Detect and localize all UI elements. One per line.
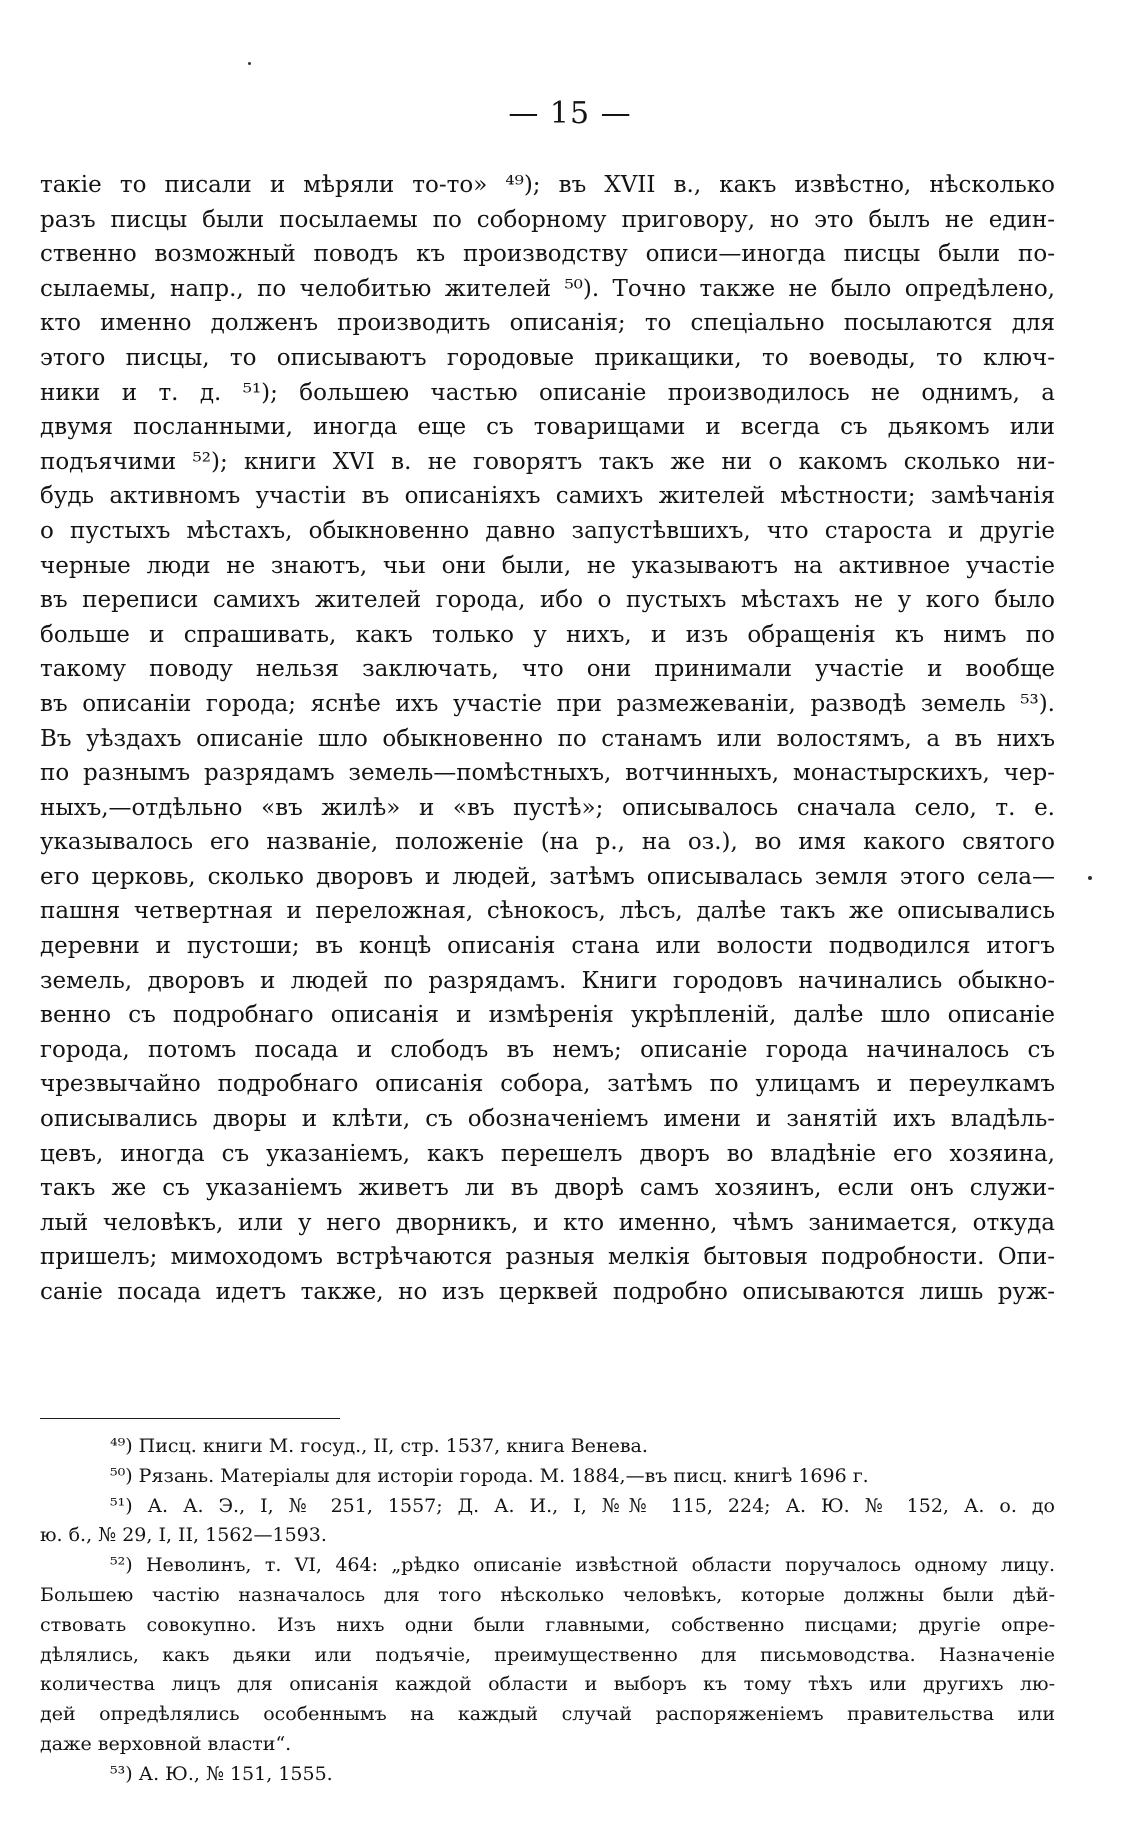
text-line: больше и спрашивать, какъ только у нихъ, и изъ обращенія къ нимъ по bbox=[40, 621, 1055, 648]
footnote-51: ⁵¹) А. А. Э., I, № 251, 1557; Д. А. И., I, №№ 115, 224; А. Ю. № 152, А. о. до bbox=[110, 1494, 1055, 1517]
text-line: по разнымъ разрядамъ земель—помѣстныхъ, вотчинныхъ, монастырскихъ, чер- bbox=[40, 760, 1055, 787]
footnote-52-cont: дѣлялись, какъ дьяки или подъячіе, преимущественно для письмоводства. Назначеніе bbox=[40, 1643, 1055, 1666]
print-speck bbox=[1088, 876, 1092, 880]
footnote-52-cont: Большею частію назначалось для того нѣсколько человѣкъ, которые должны были дѣй- bbox=[40, 1583, 1055, 1606]
text-line: разъ писцы были посылаемы по соборному приговору, но это былъ не един- bbox=[40, 206, 1055, 233]
main-text bbox=[40, 168, 1055, 1310]
text-line: пашня четвертная и переложная, сѣнокосъ, лѣсъ, далѣе такъ же описывались bbox=[40, 898, 1055, 925]
text-line: пришелъ; мимоходомъ встрѣчаются разныя мелкія бытовыя подробности. Опи- bbox=[40, 1244, 1055, 1271]
footnote-52-cont: ствовать совокупно. Изъ нихъ одни были главными, собственно писцами; другіе опре- bbox=[40, 1613, 1055, 1636]
text-line: венно съ подробнаго описанія и измѣренія укрѣпленій, далѣе шло описаніе bbox=[40, 1002, 1055, 1029]
text-line: о пустыхъ мѣстахъ, обыкновенно давно запустѣвшихъ, что староста и другіе bbox=[40, 517, 1055, 544]
text-line: такому поводу нельзя заключать, что они принимали участіе и вообще bbox=[40, 656, 1055, 683]
footnote-divider bbox=[40, 1418, 340, 1419]
page-number: — 15 — bbox=[508, 96, 632, 131]
text-line: цевъ, иногда съ указаніемъ, какъ перешелъ дворъ во владѣніе его хозяина, bbox=[40, 1140, 1055, 1167]
text-line: чрезвычайно подробнаго описанія собора, затѣмъ по улицамъ и переулкамъ bbox=[40, 1071, 1055, 1098]
footnote-51-cont: ю. б., № 29, I, II, 1562—1593. bbox=[40, 1524, 327, 1547]
footnote-52-cont: количества лицъ для описанія каждой области и выборъ къ тому тѣхъ или другихъ лю- bbox=[40, 1673, 1055, 1696]
text-line: указывалось его названіе, положеніе (на р., на оз.), во имя какого святого bbox=[40, 829, 1055, 856]
text-line: въ переписи самихъ жителей города, ибо о пустыхъ мѣстахъ не у кого было bbox=[40, 587, 1055, 614]
text-line: подъячими ⁵²); книги XVI в. не говорятъ такъ же ни о какомъ сколько ни- bbox=[40, 448, 1055, 475]
text-line: земель, дворовъ и людей по разрядамъ. Книги городовъ начинались обыкно- bbox=[40, 967, 1055, 994]
text-line: будь активномъ участіи въ описаніяхъ самихъ жителей мѣстности; замѣчанія bbox=[40, 483, 1055, 510]
text-line: ственно возможный поводъ къ производству описи—иногда писцы были по- bbox=[40, 241, 1055, 268]
text-line: его церковь, сколько дворовъ и людей, затѣмъ описывалась земля этого села— bbox=[40, 863, 1055, 890]
text-line: саніе посада идетъ также, но изъ церквей подробно описываются лишь руж- bbox=[40, 1279, 1055, 1305]
footnote-52-cont: даже верховной власти“. bbox=[40, 1732, 292, 1755]
text-line: двумя посланными, иногда еще съ товарищами и всегда съ дьякомъ или bbox=[40, 414, 1055, 441]
text-line: въ описаніи города; яснѣе ихъ участіе при размежеваніи, разводѣ земель ⁵³). bbox=[40, 690, 1055, 717]
text-line: описывались дворы и клѣти, съ обозначеніемъ имени и занятій ихъ владѣль- bbox=[40, 1106, 1055, 1133]
footnote-50: ⁵⁰) Рязань. Матеріалы для исторіи города. М. 1884,—въ писц. книгѣ 1696 г. bbox=[110, 1464, 869, 1487]
text-line: сылаемы, напр., по челобитью жителей ⁵⁰). Точно также не было опредѣлено, bbox=[40, 275, 1055, 302]
text-line: черные люди не знаютъ, чьи они были, не указываютъ на активное участіе bbox=[40, 552, 1055, 579]
text-line: такъ же съ указаніемъ живетъ ли въ дворѣ самъ хозяинъ, если онъ служи- bbox=[40, 1175, 1055, 1202]
footnote-49: ⁴⁹) Писц. книги М. госуд., II, стр. 1537, книга Венева. bbox=[110, 1435, 648, 1457]
text-line: ныхъ,—отдѣльно «въ жилѣ» и «въ пустѣ»; описывалось сначала село, т. е. bbox=[40, 794, 1055, 821]
footnote-52-cont: дей опредѣлялись особеннымъ на каждый случай распоряженіемъ правительства или bbox=[40, 1703, 1055, 1726]
text-line: такіе то писали и мѣряли то-то» ⁴⁹); въ XVII в., какъ извѣстно, нѣсколько bbox=[40, 172, 1055, 198]
text-line: лый человѣкъ, или у него дворникъ, и кто именно, чѣмъ занимается, откуда bbox=[40, 1209, 1055, 1236]
text-line: Въ уѣздахъ описаніе шло обыкновенно по станамъ или волостямъ, а въ нихъ bbox=[40, 725, 1055, 752]
footnote-52: ⁵²) Неволинъ, т. VI, 464: „рѣдко описаніе извѣстной области поручалось одному лицу. bbox=[110, 1554, 1055, 1577]
text-line: этого писцы, то описываютъ городовые прикащики, то воеводы, то ключ- bbox=[40, 344, 1055, 371]
text-line: города, потомъ посада и слободъ въ немъ; описаніе города начиналось съ bbox=[40, 1036, 1055, 1063]
text-line: ники и т. д. ⁵¹); большею частью описаніе производилось не однимъ, а bbox=[40, 379, 1055, 406]
text-line: кто именно долженъ производить описанія; то спеціально посылаются для bbox=[40, 310, 1055, 337]
footnotes bbox=[40, 1432, 1055, 1790]
footnote-53: ⁵³) А. Ю., № 151, 1555. bbox=[110, 1762, 333, 1785]
text-line: деревни и пустоши; въ концѣ описанія стана или волости подводился итогъ bbox=[40, 933, 1055, 960]
print-speck bbox=[248, 62, 251, 65]
